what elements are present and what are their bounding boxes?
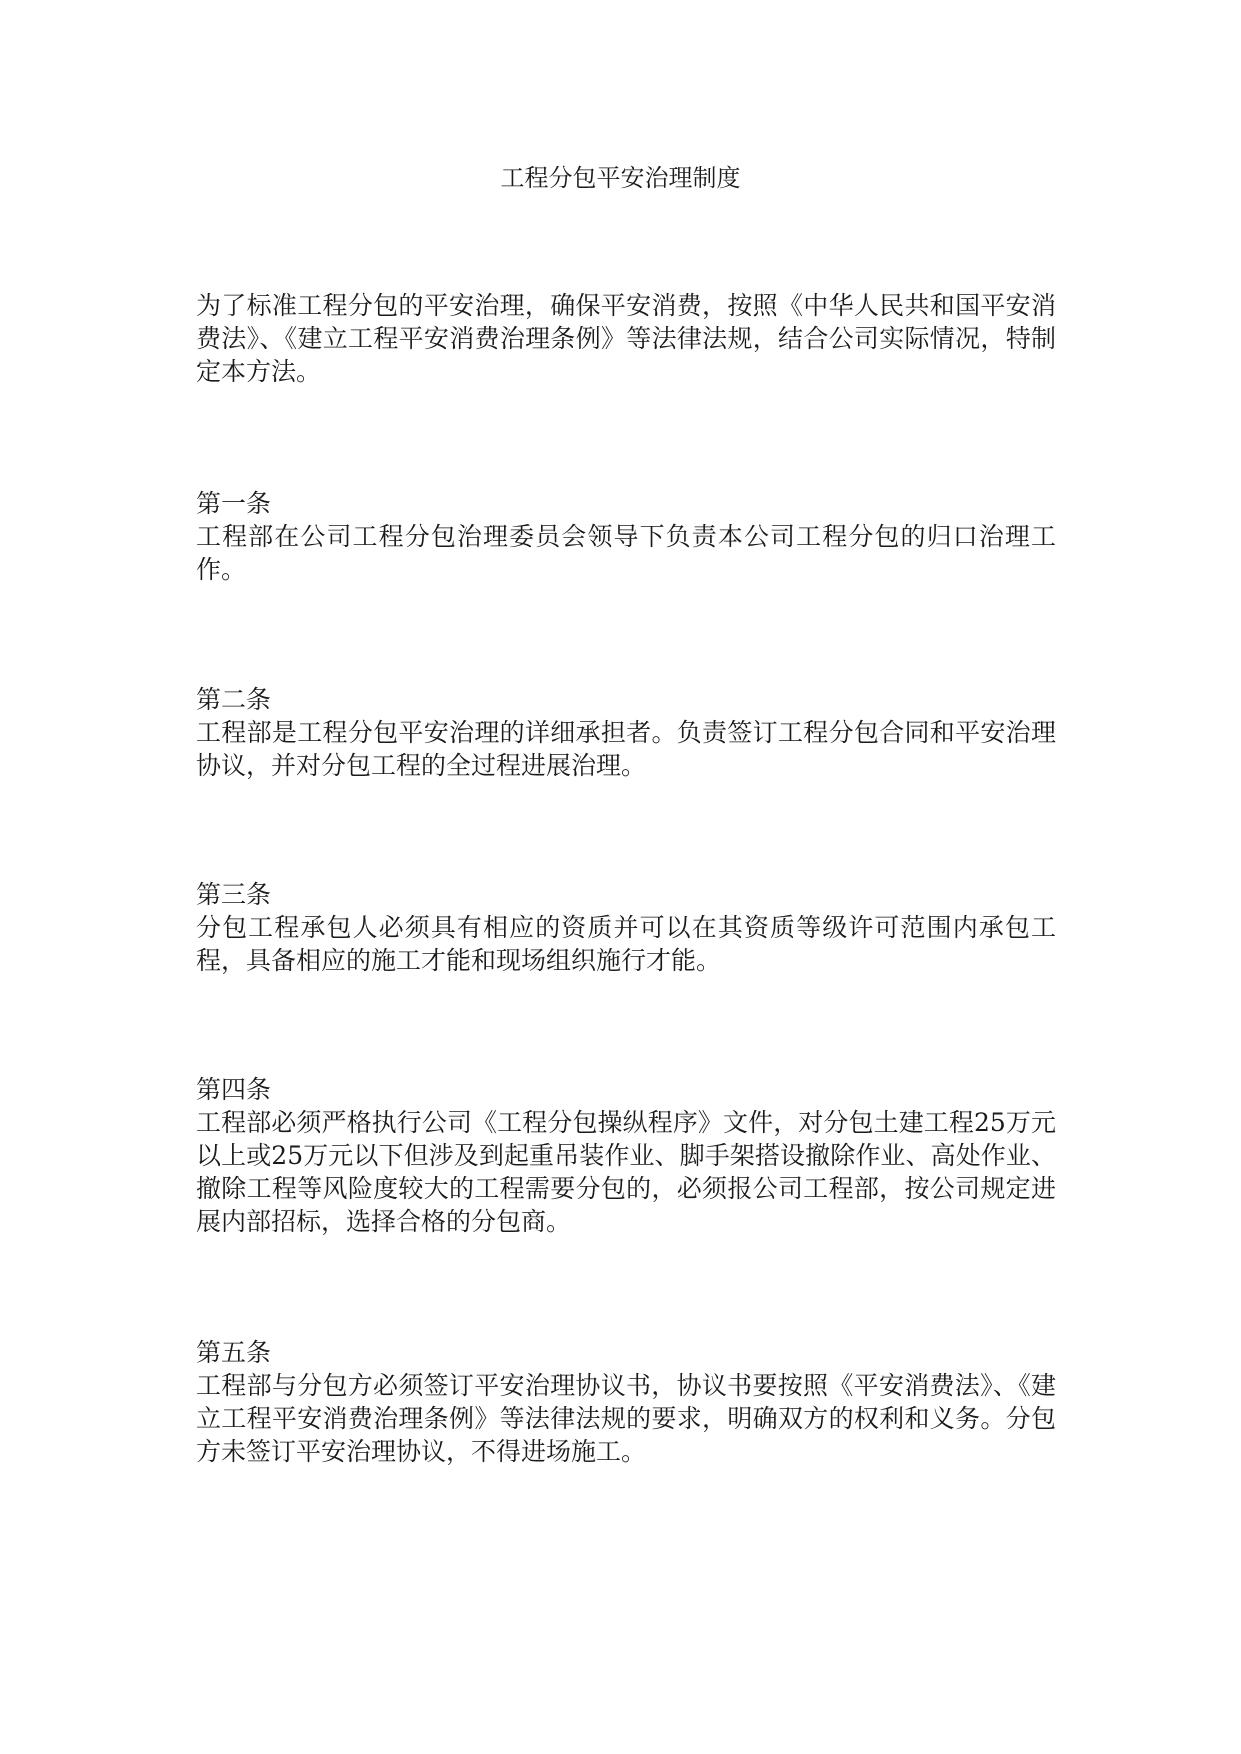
article-4 <box>196 1073 1056 1238</box>
intro-paragraph <box>196 289 1056 388</box>
article-3-body: 分包工程承包人必须具有相应的资质并可以在其资质等级许可范围内承包工程，具备相应的施工才能和现场组织施行才能。 <box>196 913 1056 975</box>
article-3 <box>196 878 1056 977</box>
article-4-heading: 第四条 <box>196 1075 272 1104</box>
article-5 <box>196 1336 1056 1468</box>
article-5-body: 工程部与分包方必须签订平安治理协议书，协议书要按照《平安消费法》、《建立工程平安消费治理条例》等法律法规的要求，明确双方的权利和义务。分包方未签订平安治理协议，不得进场施工。 <box>196 1371 1056 1466</box>
article-1 <box>196 487 1056 586</box>
article-2-body: 工程部是工程分包平安治理的详细承担者。负责签订工程分包合同和平安治理协议，并对分包工程的全过程进展治理。 <box>196 718 1056 780</box>
article-2 <box>196 683 1056 782</box>
document-title: 工程分包平安治理制度 <box>500 164 741 192</box>
article-4-body: 工程部必须严格执行公司《工程分包操纵程序》文件，对分包土建工程25万元以上或25万元以下但涉及到起重吊装作业、脚手架搭设撤除作业、高处作业、撤除工程等风险度较大的工程需要分包的，必须报公司工程部，按公司规定进展内部招标，选择合格的分包商。 <box>196 1108 1056 1236</box>
article-3-heading: 第三条 <box>196 880 272 909</box>
article-5-heading: 第五条 <box>196 1338 272 1367</box>
article-1-body: 工程部在公司工程分包治理委员会领导下负责本公司工程分包的归口治理工作。 <box>196 522 1056 584</box>
article-1-heading: 第一条 <box>196 489 272 518</box>
intro-text: 为了标准工程分包的平安治理，确保平安消费，按照《中华人民共和国平安消费法》、《建立工程平安消费治理条例》等法律法规，结合公司实际情况，特制定本方法。 <box>196 291 1056 386</box>
article-2-heading: 第二条 <box>196 685 272 714</box>
